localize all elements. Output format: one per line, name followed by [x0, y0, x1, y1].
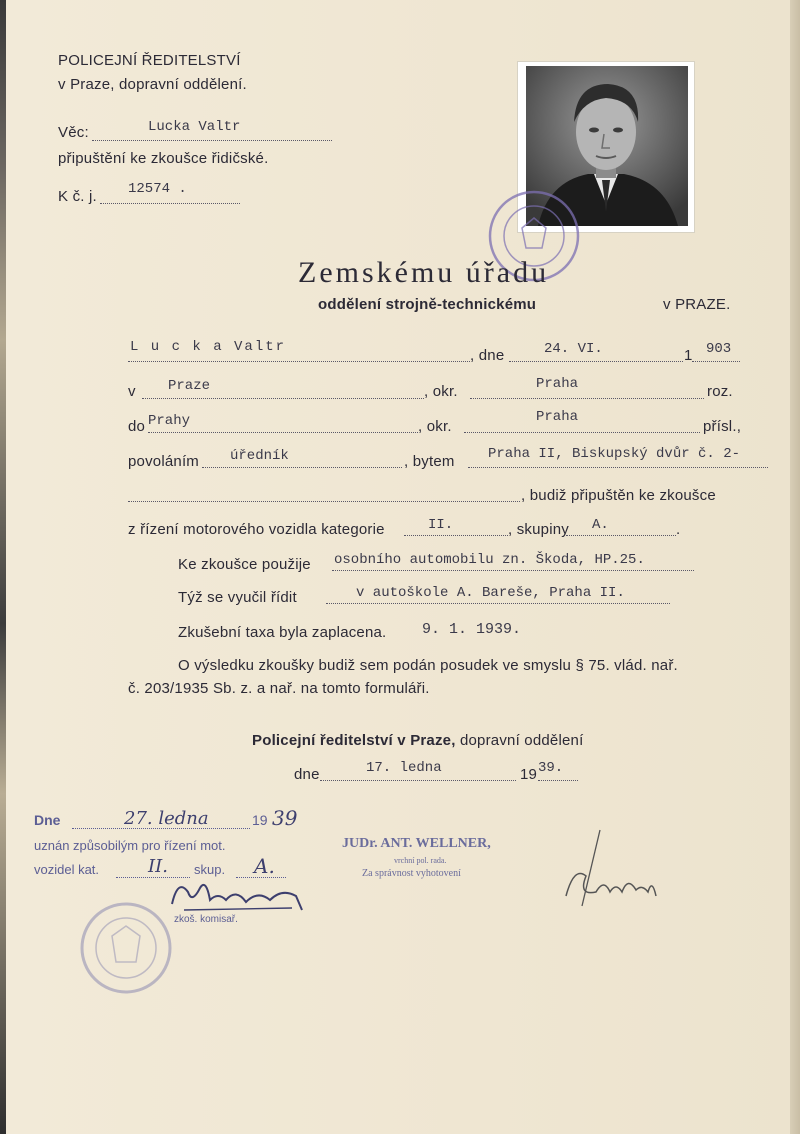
name-value: L u c k a Valtr — [130, 339, 287, 355]
okr1-value: Praha — [536, 376, 579, 392]
police-seal-bottom — [78, 900, 174, 996]
kcj-value: 12574 . — [128, 181, 187, 197]
issue-date-value: 17. ledna — [366, 760, 442, 776]
result-line-1: O výsledku zkoušky budiž sem podán posudek ve smyslu § 75. vlád. nař. — [178, 657, 678, 674]
stamp-year-hand: 39 — [272, 806, 298, 830]
address-city: v PRAZE. — [663, 296, 731, 313]
budiz-text: , budiž připuštěn ke zkoušce — [521, 487, 716, 504]
address-title: Zemskému úřadu — [298, 256, 550, 289]
school-value: v autoškole A. Bareše, Praha II. — [356, 585, 625, 601]
official-signature — [556, 826, 666, 916]
vec-value: Lucka Valtr — [148, 119, 241, 135]
issuer-rest: dopravní oddělení — [459, 732, 584, 749]
vehicle-label: Ke zkoušce použije — [178, 556, 311, 573]
domicile-line — [148, 432, 418, 433]
stamp-komisar: zkoš. komisař. — [174, 914, 238, 925]
issue-year-value: 39. — [538, 760, 564, 776]
office-name: POLICEJNÍ ŘEDITELSTVÍ — [58, 52, 241, 69]
residence-line — [468, 467, 768, 468]
birth-year-prefix: 1 — [684, 347, 693, 364]
stamp-vozidel-label: vozidel kat. — [34, 862, 100, 877]
issue-year-line — [538, 780, 578, 781]
vehicle-line — [332, 570, 694, 571]
name-line — [128, 361, 470, 362]
stamp-kat-hand: II. — [148, 856, 168, 877]
residence-value: Praha II, Biskupský dvůr č. 2- — [488, 446, 741, 462]
roz-label: roz. — [707, 383, 733, 400]
okr1-label: , okr. — [424, 383, 458, 400]
skupiny-line — [566, 535, 676, 536]
issuer-bold: Policejní ředitelství v Praze, — [252, 732, 456, 749]
department-name: v Praze, dopravní oddělení. — [58, 76, 247, 93]
address-subtitle: oddělení strojně-technickému — [318, 296, 537, 313]
fee-date: 9. 1. 1939. — [422, 621, 522, 638]
issue-date-line — [320, 780, 516, 781]
issue-year-prefix: 19 — [520, 766, 538, 783]
birthplace-line — [142, 398, 424, 399]
page-right-edge — [790, 0, 800, 1134]
do-label: do — [128, 418, 146, 435]
okr2-value: Praha — [536, 409, 579, 425]
kcj-line — [100, 203, 240, 204]
birth-date-line — [509, 361, 683, 362]
birth-year-line — [692, 361, 740, 362]
povolanim-label: povoláním — [128, 453, 200, 470]
stamp-dne-label: Dne — [34, 812, 61, 828]
issue-dne-label: dne — [294, 766, 320, 783]
birthplace-value: Praze — [168, 378, 211, 394]
dne-label: , dne — [470, 347, 505, 364]
occupation-line — [202, 467, 402, 468]
subject-text: připuštění ke zkoušce řidičské. — [58, 150, 269, 167]
domicile-value: Prahy — [148, 413, 191, 429]
stamp-skup-hand: A. — [254, 854, 275, 878]
bytem-label: , bytem — [404, 453, 455, 470]
occupation-value: úředník — [230, 448, 289, 464]
okr2-line — [464, 432, 700, 433]
official-rank: vrchní pol. rada. — [394, 856, 447, 865]
school-line — [326, 603, 670, 604]
birth-year: 903 — [706, 341, 732, 357]
result-line-2: č. 203/1935 Sb. z. a nař. na tomto formuláři. — [128, 680, 430, 697]
kategorie-line — [404, 535, 508, 536]
fee-label: Zkušební taxa byla zaplacena. — [178, 624, 387, 641]
skupiny-value: A. — [592, 517, 609, 533]
okr1-line — [470, 398, 704, 399]
continuation-line — [128, 501, 520, 502]
vehicle-value: osobního automobilu zn. Škoda, HP.25. — [334, 552, 645, 568]
vec-line — [92, 140, 332, 141]
vec-label: Věc: — [58, 124, 89, 141]
official-note: Za správnost vyhotovení — [362, 868, 461, 879]
kategorie-period: . — [676, 521, 681, 538]
school-label: Týž se vyučil řídit — [178, 589, 297, 606]
stamp-year-prefix: 19 — [252, 812, 268, 828]
stamp-skup-label: skup. — [194, 862, 226, 877]
birth-day: 24. VI. — [544, 341, 603, 357]
official-name: JUDr. ANT. WELLNER, — [342, 836, 491, 851]
page-left-edge — [0, 0, 6, 1134]
kategorie-value: II. — [428, 517, 454, 533]
v-label: v — [128, 383, 136, 400]
kategorie-label: z řízení motorového vozidla kategorie — [128, 521, 385, 538]
stamp-date-hand: 27. ledna — [124, 808, 209, 829]
kcj-label: K č. j. — [58, 188, 97, 205]
okr2-label: , okr. — [418, 418, 452, 435]
skupiny-label: , skupiny — [508, 521, 569, 538]
prisl-label: přísl., — [703, 418, 742, 435]
stamp-line-2: uznán způsobilým pro řízení mot. — [34, 838, 226, 853]
examiner-signature — [166, 874, 306, 918]
issuer-line — [252, 732, 583, 749]
